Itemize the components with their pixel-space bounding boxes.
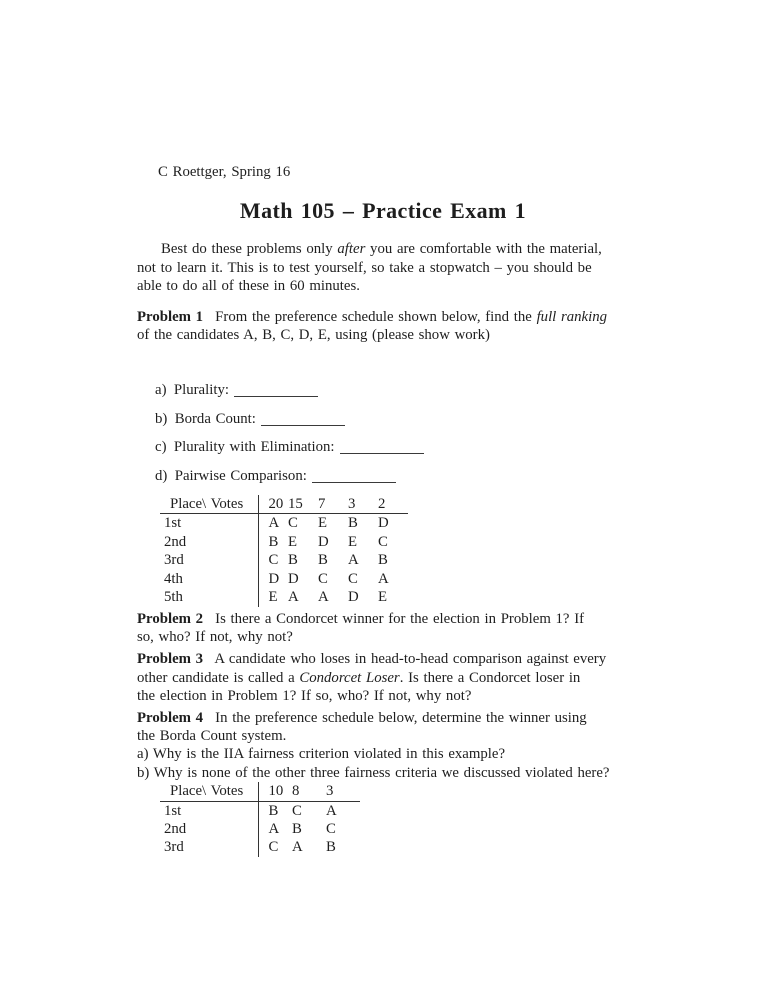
paragraph-line: able to do all of these in 60 minutes.	[137, 278, 360, 295]
fill-in-blank	[312, 472, 396, 483]
table-cell: B	[378, 552, 388, 569]
list-item-borda-count	[155, 410, 629, 428]
table-cell: 5th	[160, 588, 258, 606]
table-cell: D	[348, 589, 359, 606]
preference-schedule-table-1	[160, 495, 408, 606]
paragraph-line: b) Why is none of the other three fairness criteria we discussed violated here?	[137, 764, 610, 781]
table-row	[160, 570, 408, 588]
paragraph-line: of the candidates A, B, C, D, E, using (please show work)	[137, 327, 490, 344]
table-row	[160, 588, 408, 606]
table-cell: B	[318, 552, 328, 569]
list-item-label: d) Pairwise Comparison:	[155, 467, 307, 484]
table-cell: A	[292, 839, 303, 856]
table-cell: E	[348, 533, 358, 550]
table-header-row	[160, 782, 360, 801]
table-cell: D	[378, 515, 389, 532]
table-cell: C	[268, 552, 279, 569]
table-cell: 1st	[160, 801, 258, 820]
table-cell: A	[348, 552, 359, 569]
list-item-label: c) Plurality with Elimination:	[155, 439, 335, 456]
paragraph-line: Problem 1 From the preference schedule shown below, find the full ranking	[137, 308, 608, 325]
table-cell: C	[292, 802, 302, 819]
table-row	[160, 838, 360, 856]
table-row	[160, 533, 408, 551]
table-header-cell: 3	[348, 495, 378, 514]
table-cell: D	[288, 570, 299, 587]
list-item-pairwise-comparison	[155, 467, 629, 485]
paragraph-line: Problem 4 In the preference schedule below, determine the winner using	[137, 709, 587, 726]
table-cell: E	[268, 589, 278, 606]
list-item-plurality	[155, 381, 629, 399]
table-cell: E	[318, 515, 328, 532]
table-row	[160, 514, 408, 533]
table-header-row	[160, 495, 408, 514]
problem-2-statement	[137, 610, 629, 647]
problem-3-statement	[137, 650, 629, 705]
list-item-label: b) Borda Count:	[155, 410, 256, 427]
table-cell: 2nd	[160, 533, 258, 551]
paragraph-line: Best do these problems only after you are comfortable with the material,	[161, 241, 602, 258]
table-row	[160, 801, 360, 820]
problem-1-answer-list	[137, 381, 629, 485]
fill-in-blank	[234, 386, 318, 397]
table-cell: A	[268, 820, 280, 837]
page-title: Math 105 – Practice Exam 1	[239, 198, 527, 224]
table-cell: C	[326, 820, 336, 837]
table-cell: C	[268, 839, 279, 856]
table-cell: C	[318, 570, 328, 587]
table-cell: A	[268, 515, 280, 532]
paragraph-line: Problem 2 Is there a Condorcet winner for the election in Problem 1? If	[137, 610, 585, 627]
fill-in-blank	[261, 415, 345, 426]
list-item-label: a) Plurality:	[155, 382, 229, 399]
paragraph-line: so, who? If not, why not?	[137, 628, 293, 645]
table-cell: C	[288, 515, 298, 532]
document-content	[137, 163, 629, 857]
intro-paragraph	[137, 240, 629, 295]
fill-in-blank	[340, 443, 424, 454]
table-header-cell: 15	[288, 495, 318, 514]
table-cell: B	[348, 515, 358, 532]
table-cell: C	[378, 533, 388, 550]
table-cell: 4th	[160, 570, 258, 588]
table-cell: A	[288, 589, 299, 606]
table-row	[160, 551, 408, 569]
table-cell: D	[318, 533, 329, 550]
list-item-plurality-elimination	[155, 438, 629, 456]
table-cell: B	[288, 552, 298, 569]
table-row	[160, 820, 360, 838]
table-cell: A	[318, 589, 329, 606]
table-cell: 1st	[160, 514, 258, 533]
table-header-cell: 7	[318, 495, 348, 514]
table-header-cell: 10	[258, 782, 292, 801]
table-header-cell: Place\ Votes	[160, 782, 258, 801]
table-header-cell: 3	[326, 782, 360, 801]
paragraph-line: not to learn it. This is to test yourself, so take a stopwatch – you should be	[137, 259, 592, 276]
table-cell: 2nd	[160, 820, 258, 838]
paragraph-line: the election in Problem 1? If so, who? If not, why not?	[137, 688, 472, 705]
table-cell: B	[326, 839, 336, 856]
problem-4-statement	[137, 709, 629, 783]
table-cell: C	[348, 570, 358, 587]
table-cell: E	[378, 589, 388, 606]
table-cell: 3rd	[160, 838, 258, 856]
paragraph-line: other candidate is called a Condorcet Loser. Is there a Condorcet loser in	[137, 669, 581, 686]
table-header-cell: 8	[292, 782, 326, 801]
table-header-cell: Place\ Votes	[160, 495, 258, 514]
problem-1-statement	[137, 308, 629, 345]
table-header-cell: 2	[378, 495, 408, 514]
paragraph-line: a) Why is the IIA fairness criterion violated in this example?	[137, 746, 506, 763]
table-cell: A	[326, 802, 337, 819]
table-cell: B	[292, 820, 302, 837]
table-cell: 3rd	[160, 551, 258, 569]
paragraph-line: Problem 3 A candidate who loses in head-to-head comparison against every	[137, 651, 607, 668]
table-cell: E	[288, 533, 298, 550]
table-cell: B	[268, 802, 279, 819]
table-cell: D	[268, 570, 280, 587]
author-byline: C Roettger, Spring 16	[158, 164, 291, 180]
preference-schedule-table-2	[160, 782, 360, 857]
table-cell: A	[378, 570, 389, 587]
table-header-cell: 20	[258, 495, 288, 514]
table-cell: B	[268, 533, 279, 550]
paragraph-line: the Borda Count system.	[137, 727, 287, 744]
